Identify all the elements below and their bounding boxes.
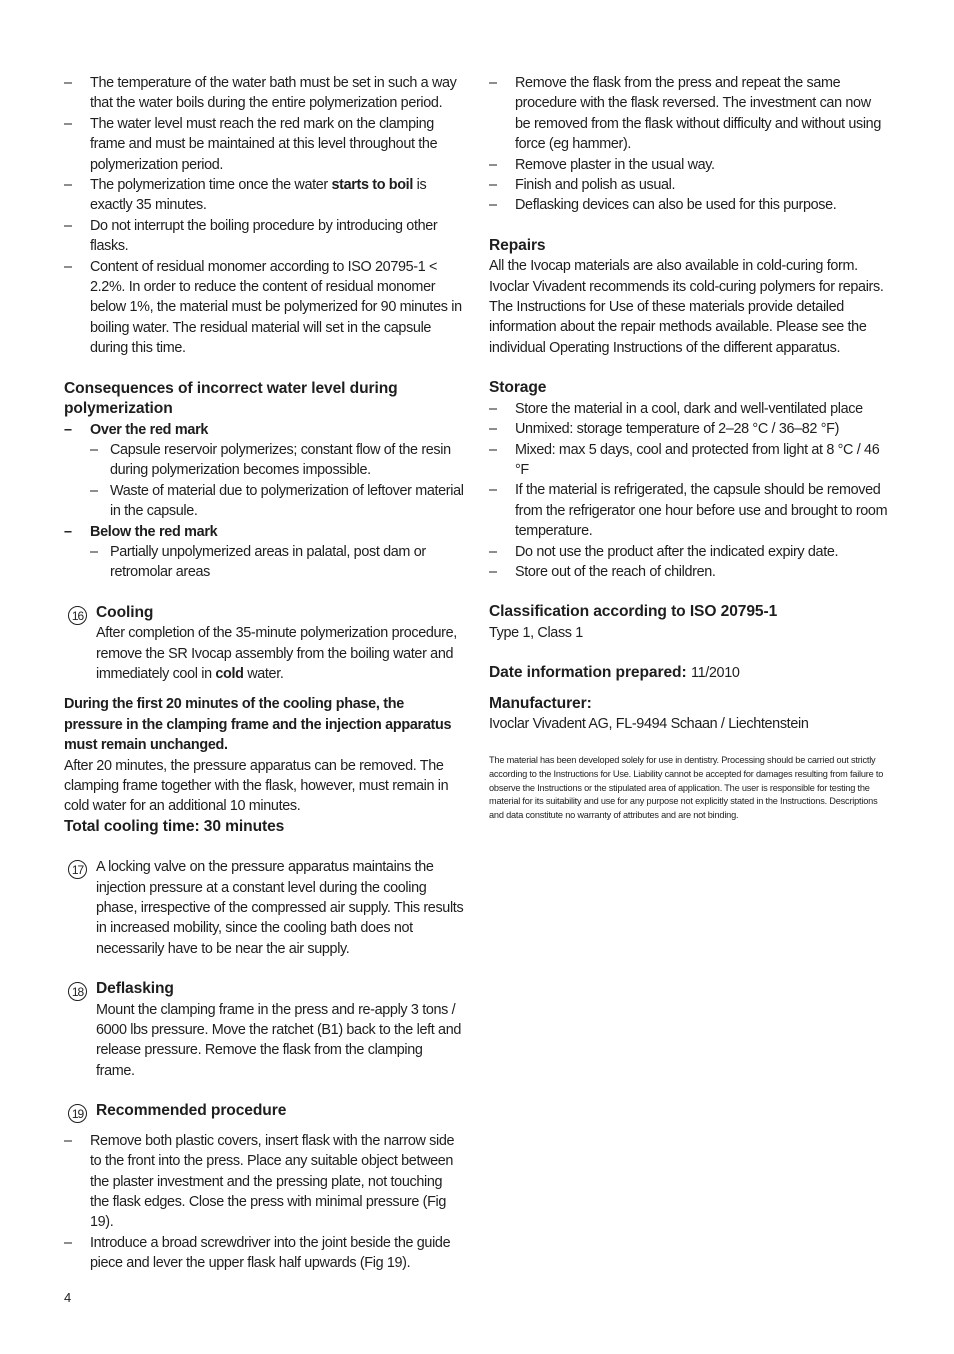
- list-item: – Do not interrupt the boiling procedure by introducing other flasks.: [64, 216, 464, 257]
- classification-text: Type 1, Class 1: [489, 624, 583, 641]
- list-item: – Remove plaster in the usual way.: [489, 155, 889, 175]
- locking-valve-section: [64, 857, 464, 959]
- step-number-badge: 18: [68, 982, 87, 1001]
- list-item: – Store the material in a cool, dark and well-ventilated place: [489, 399, 889, 419]
- over-red-mark-label: – Over the red mark: [64, 420, 464, 440]
- sub-list-item: – Waste of material due to polymerization of leftover material in the capsule.: [64, 481, 464, 522]
- left-column: [64, 73, 464, 1274]
- starts-to-boil-emphasis: starts to boil: [331, 177, 413, 194]
- cold-emphasis: cold: [215, 665, 244, 682]
- date-label: Date information prepared:: [489, 664, 687, 682]
- repairs-heading: Repairs: [489, 236, 546, 254]
- cooling-text-end: water.: [243, 665, 284, 682]
- manufacturer-heading: Manufacturer:: [489, 694, 592, 712]
- deflasking-section: [64, 979, 464, 1081]
- recommended-procedure-heading-block: [64, 1101, 464, 1121]
- list-item: – Remove both plastic covers, insert flask with the narrow side to the front into the press. Place any suitable object between the plaster investment and the pressing plate, not touching the flask edges. Close the press with minimal pressure (Fig 19).: [64, 1131, 464, 1233]
- manufacturer-text: Ivoclar Vivadent AG, FL-9494 Schaan / Liechtenstein: [489, 715, 809, 732]
- list-item: – The temperature of the water bath must be set in such a way that the water boils during the entire polymerization period.: [64, 73, 464, 114]
- list-item: – Unmixed: storage temperature of 2–28 °C / 36–82 °F): [489, 419, 889, 439]
- list-item: – Introduce a broad screwdriver into the joint beside the guide piece and lever the upper flask half upwards (Fig 19).: [64, 1233, 464, 1274]
- step-number-badge: 19: [68, 1104, 87, 1123]
- consequences-heading: Consequences of incorrect water level during polymerization: [64, 379, 398, 418]
- below-red-mark-label: – Below the red mark: [64, 522, 464, 542]
- list-item: – Mixed: max 5 days, cool and protected from light at 8 °C / 46 °F: [489, 440, 889, 481]
- polymerization-time-tail: is exactly 35 minutes.: [90, 177, 427, 214]
- list-item-polymerization-time: [64, 175, 464, 216]
- deflasking-text: Mount the clamping frame in the press and re-apply 3 tons / 6000 lbs pressure. Move the ratchet (B1) back to the left and release pressure. Remove the flask from the clamping frame.: [96, 1001, 462, 1079]
- cooling-text: [96, 623, 464, 684]
- disclaimer-text: The material has been developed solely for use in dentistry. Processing should be carried out strictly according to the Instructions for Use. Liability cannot be accepted for damages resulting from failure to observe the Instructions or the stipulated area of application. The user is responsible for testing the material for its suitability and use for any purpose not explicitly stated in the Instructions. Descriptions and data constitute no warranty of attributes and are not binding.: [489, 755, 884, 820]
- list-item: – Remove the flask from the press and repeat the same procedure with the flask reversed. The investment can now be removed from the flask without difficulty and without using force (eg hammer).: [489, 73, 889, 155]
- repairs-text: All the Ivocap materials are also available in cold-curing form. Ivoclar Vivadent recommends its cold-curing polymers for repairs. The Instructions for Use of these materials provide detailed information about the repair methods available. Please see the individual Operating Instructions of the different apparatus.: [489, 258, 884, 356]
- list-item: – Do not use the product after the indicated expiry date.: [489, 542, 889, 562]
- date-value: 11/2010: [691, 665, 740, 682]
- list-item: – Deflasking devices can also be used for this purpose.: [489, 195, 889, 215]
- storage-heading: Storage: [489, 379, 547, 397]
- cooling-text-start: After completion of the 35-minute polymerization procedure, remove the SR Ivocap assembly from the boiling water and immediately cool in: [96, 625, 457, 682]
- total-cooling-time: Total cooling time: 30 minutes: [64, 817, 285, 835]
- recommended-procedure-heading: Recommended procedure: [96, 1102, 287, 1120]
- cooling-heading: Cooling: [96, 603, 154, 621]
- polymerization-time-text: The polymerization time once the water: [90, 177, 332, 194]
- step-number-badge: 16: [68, 606, 87, 625]
- cooling-section: [64, 603, 464, 685]
- list-item: – Store out of the reach of children.: [489, 562, 889, 582]
- sub-list-item: – Partially unpolymerized areas in palatal, post dam or retromolar areas: [64, 542, 464, 583]
- right-column: [489, 73, 889, 822]
- list-item: – The water level must reach the red mark on the clamping frame and must be maintained at this level throughout the polymerization period.: [64, 114, 464, 175]
- list-item: – Finish and polish as usual.: [489, 175, 889, 195]
- cooling-warning: During the first 20 minutes of the cooling phase, the pressure in the clamping frame and the injection apparatus must remain unchanged.: [64, 696, 452, 754]
- classification-heading: Classification according to ISO 20795-1: [489, 603, 778, 621]
- deflasking-heading: Deflasking: [96, 980, 174, 998]
- water-bath-list: [64, 73, 464, 359]
- sub-list-item: – Capsule reservoir polymerizes; constant flow of the resin during polymerization becomes impossible.: [64, 440, 464, 481]
- locking-valve-text: A locking valve on the pressure apparatus maintains the injection pressure at a constant level during the cooling phase, irrespective of the compressed air supply. This results in increased mobility, since the cooling bath does not necessarily have to be near the air supply.: [96, 859, 464, 957]
- page-number: 4: [64, 1290, 72, 1305]
- date-information: [489, 663, 889, 683]
- step-number-badge: 17: [68, 860, 87, 879]
- list-item: – Content of residual monomer according to ISO 20795-1 < 2.2%. In order to reduce the content of residual monomer below 1%, the material must be polymerized for 90 minutes in boiling water. The residual material will set in the capsule during this time.: [64, 257, 464, 359]
- cooling-after-text: After 20 minutes, the pressure apparatus can be removed. The clamping frame together with the flask, however, must remain in cold water for an additional 10 minutes.: [64, 757, 449, 815]
- list-item: – If the material is refrigerated, the capsule should be removed from the refrigerator one hour before use and brought to room temperature.: [489, 480, 889, 541]
